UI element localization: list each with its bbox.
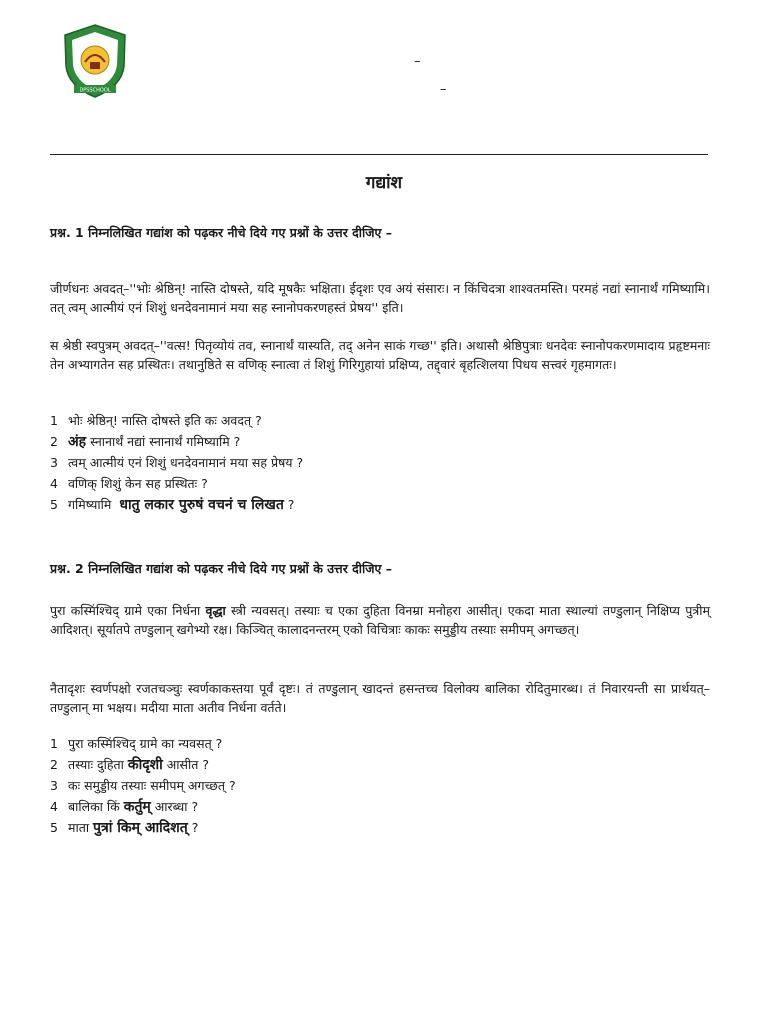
- section2-passage-1: पुरा कस्मिंश्चिद् ग्रामे एका निर्धना वृद्धा स्त्री न्यवसत्। तस्याः च एका दुहिता विनम्रा मनोहरा आसीत्। एकदा माता स्थाल्यां तण्डुलान् निक्षिप्य पुत्रीम् आदिशत्। सूर्यातपे तण्डुलान् खगेभ्यो रक्ष। किञ्चित् कालादनन्तरम् एको विचित्राः काकः समुड्डीय तस्याः समीपम् अगच्छत्।: [50, 603, 711, 637]
- question-item: 2 अंह स्नानार्थं नद्यां स्नानार्थं गमिष्यामि ?: [50, 434, 241, 450]
- section1-question-list: [50, 410, 303, 515]
- question-item: 3 कः समुड्डीय तस्याः समीपम् अगच्छत् ?: [50, 778, 236, 793]
- section1-passage-1: जीर्णधनः अवदत्–''भोः श्रेष्ठिन्! नास्ति दोषस्ते, यदि मूषकैः भक्षिता। ईदृशः एव अयं संसारः। न किंचिदत्रा शाश्वतमस्ति। परमहं नद्यां स्नानार्थं गमिष्यामि। तत् त्वम् आत्मीयं एनं शिशुं धनदेवनामानं मया सह स्नानोपकरणहस्तं प्रेषय'' इति।: [50, 281, 710, 315]
- header-dash-2: –: [440, 82, 447, 97]
- section1-heading: प्रश्न. 1 निम्नलिखित गद्यांश को पढ़कर नीचे दिये गए प्रश्नों के उत्तर दीजिए –: [50, 225, 393, 240]
- question-item: 4 वणिक् शिशुं केन सह प्रस्थितः ?: [50, 476, 208, 491]
- section1-passage-2: स श्रेष्ठी स्वपुत्रम् अवदत्–''वत्स! पितृव्योयं तव, स्नानार्थं यास्यति, तद् अनेन साकं गच्छ'' इति। अथासौ श्रेष्ठिपुत्राः धनदेवः स्नानोपकरणमादाय प्रहृष्टमनाः तेन अभ्यागतेन सह प्रस्थितः। तथानुष्ठिते स वणिक् स्नात्वा तं शिशुं गिरिगुहायां प्रक्षिप्य, तद्द्वारं बृहत्शिलया पिधय सत्त्वरं गृहमागतः।: [50, 338, 710, 372]
- section2-passage-2: नैतादृशः स्वर्णपक्षो रजतचञ्चुः स्वर्णकाकस्तया पूर्वं दृष्टः। तं तण्डुलान् खादन्तं हसन्तच्च विलोक्य बालिका रोदितुमारब्ध। तं निवारयन्ती सा प्रार्थयत्– तण्डुलान् मा भक्षय। मदीया माता अतीव निर्धना वर्तते।: [50, 681, 710, 715]
- question-item: 5 गमिष्यामि धातु लकार पुरुषं वचनं च लिखत ?: [50, 497, 295, 513]
- question-item: 2 तस्याः दुहिता कीदृशी आसीत ?: [50, 757, 209, 773]
- question-item: 5 माता पुत्रां किम् आदिशत् ?: [50, 820, 199, 836]
- header-dash-1: –: [414, 54, 421, 69]
- header-divider: [50, 154, 708, 155]
- question-item: 1 पुरा कस्मिंश्चिद् ग्रामे का न्यवसत् ?: [50, 736, 223, 751]
- question-item: 4 बालिका किं कर्तुम् आरब्धा ?: [50, 799, 199, 815]
- svg-text:DPSSCHOOL: DPSSCHOOL: [79, 87, 111, 94]
- section2-question-list: [50, 733, 236, 838]
- section2-heading: प्रश्न. 2 निम्नलिखित गद्यांश को पढ़कर नीचे दिये गए प्रश्नों के उत्तर दीजिए –: [50, 561, 393, 576]
- school-logo: [60, 22, 130, 100]
- question-item: 1 भोः श्रेष्ठिन्! नास्ति दोषस्ते इति कः अवदत् ?: [50, 413, 262, 428]
- question-item: 3 त्वम् आत्मीयं एनं शिशुं धनदेवनामानं मया सह प्रेषय ?: [50, 455, 304, 470]
- page-title: गद्यांश: [365, 173, 403, 193]
